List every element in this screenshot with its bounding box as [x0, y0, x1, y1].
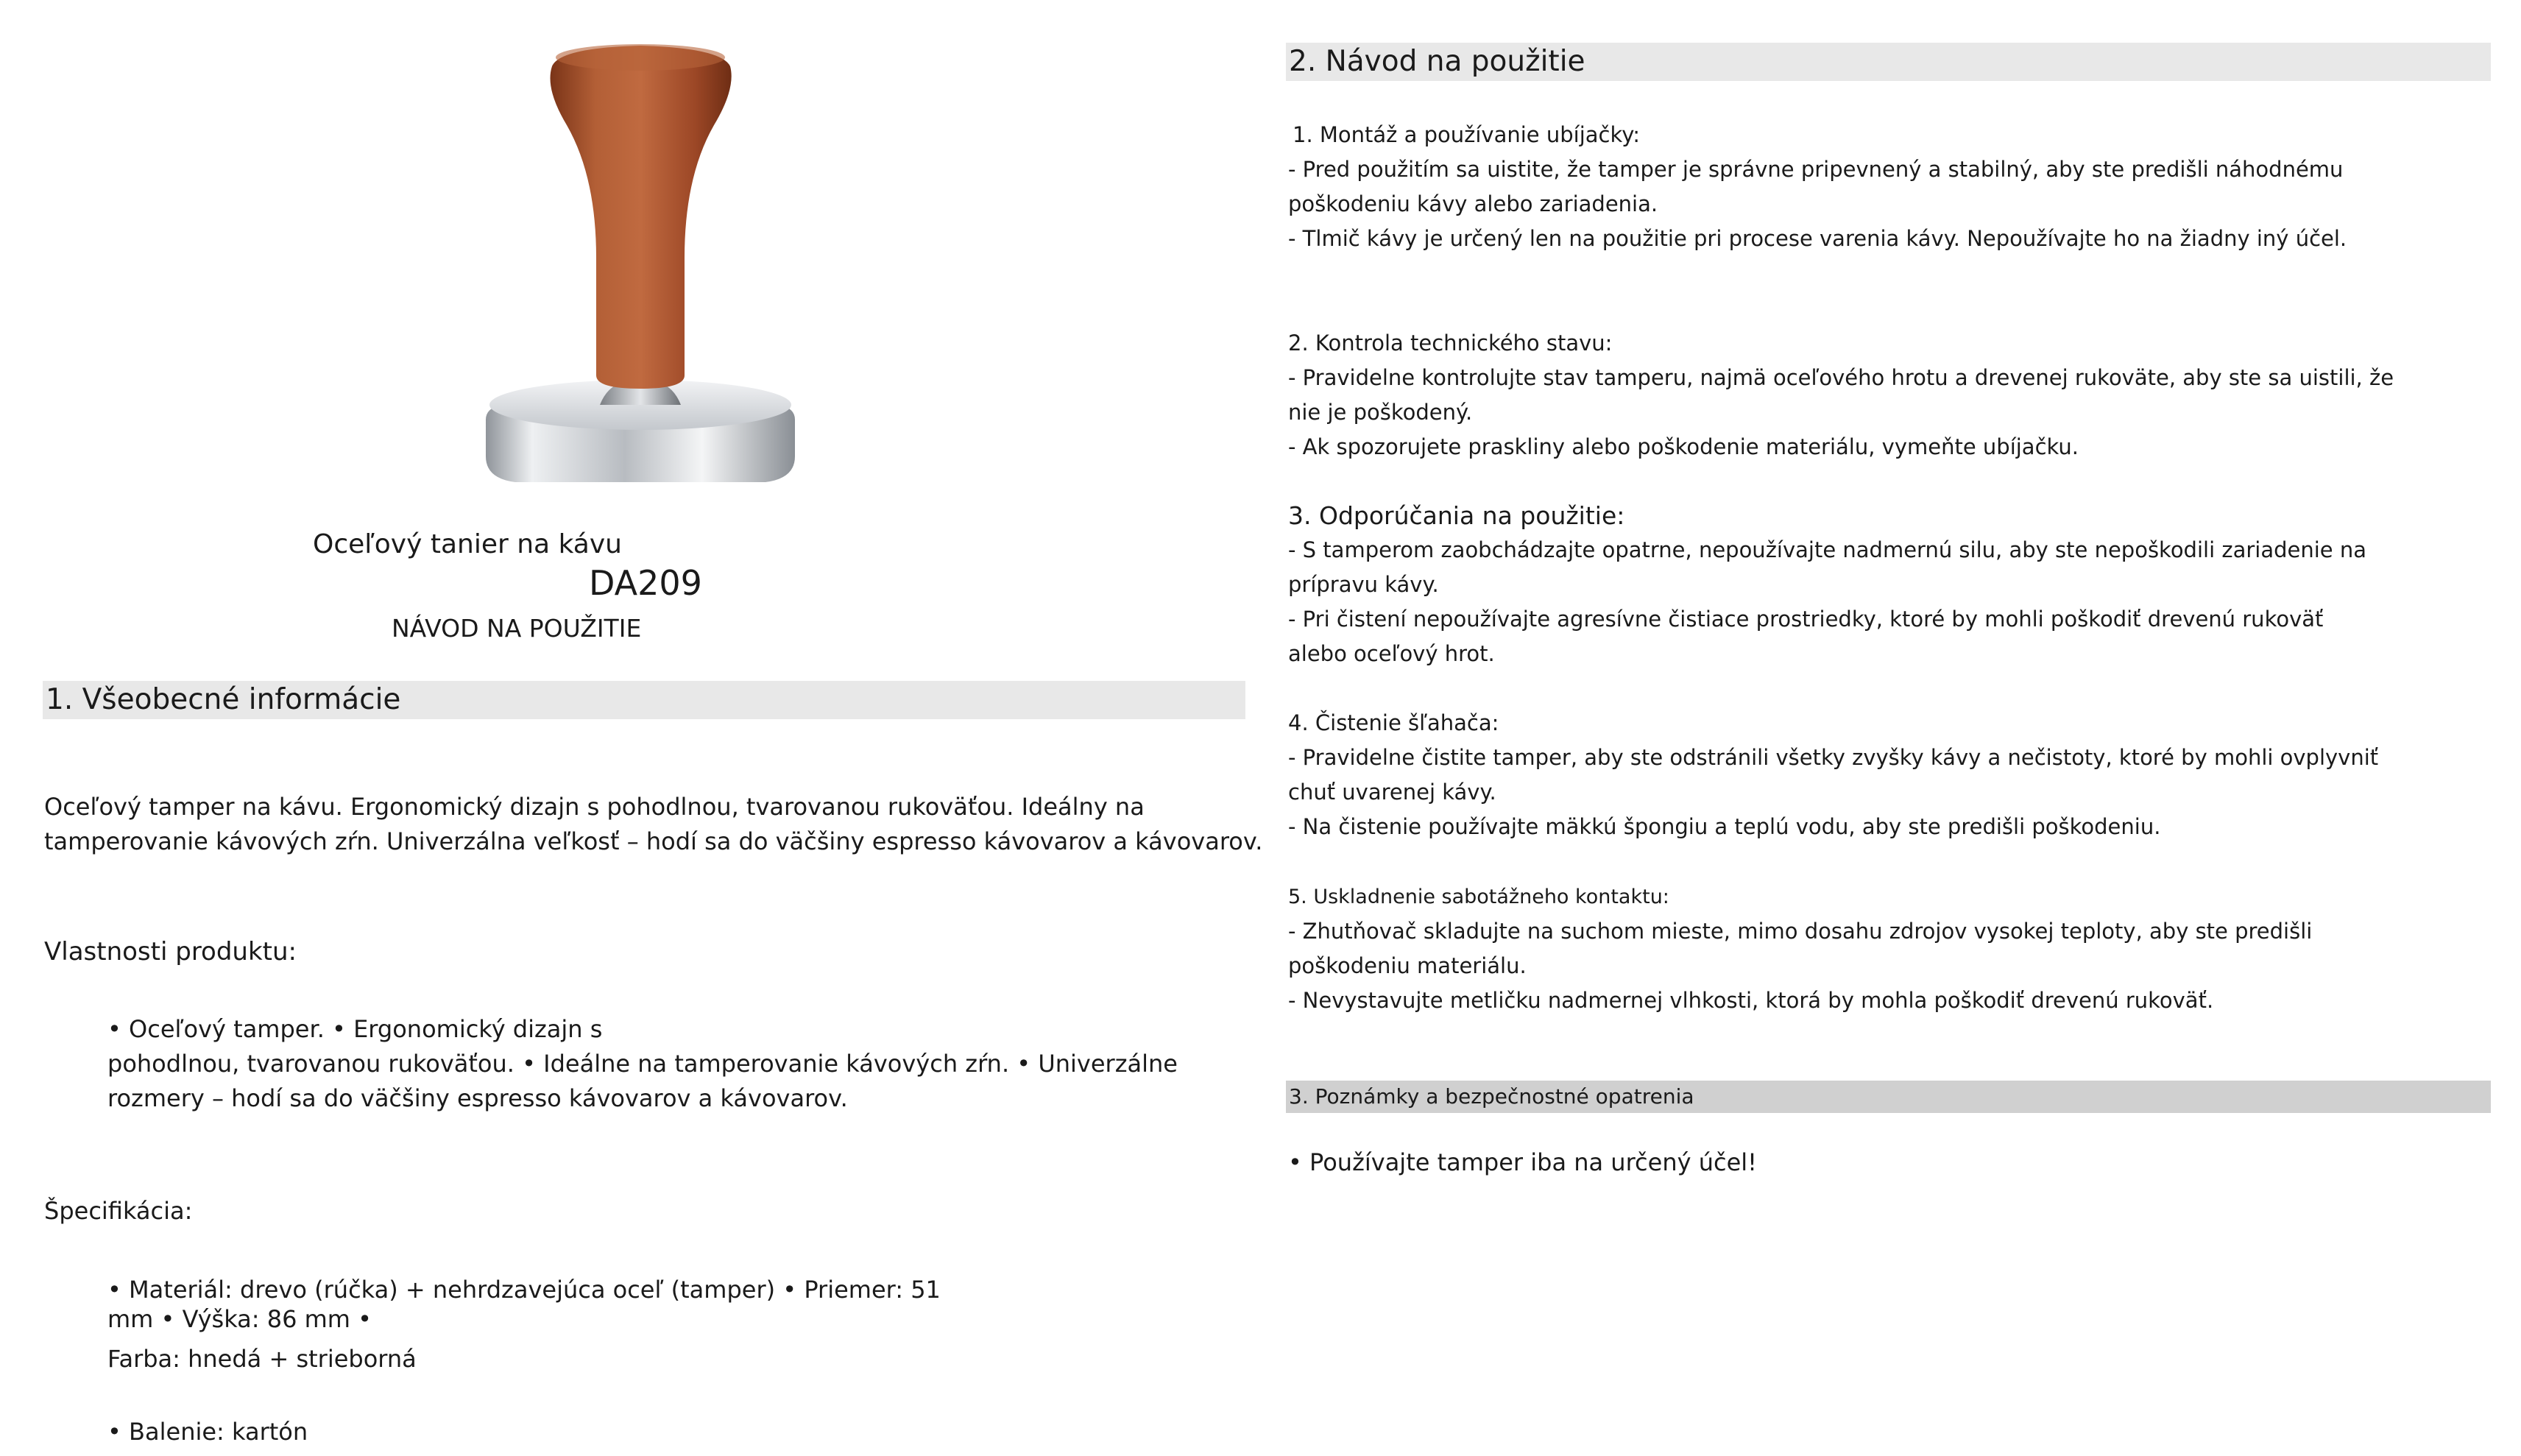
- safety-note: • Používajte tamper iba na určený účel!: [1288, 1148, 1757, 1176]
- usage-line: - Tlmič kávy je určený len na použitie pri procese varenia kávy. Nepoužívajte ho na žiadny iný účel.: [1288, 226, 2347, 251]
- usage-line: - S tamperom zaobchádzajte opatrne, nepoužívajte nadmernú silu, aby ste nepoškodili zariadenie na: [1288, 537, 2366, 562]
- usage-block-title: 2. Kontrola technického stavu:: [1288, 331, 1613, 356]
- spec-list: [107, 1275, 941, 1374]
- usage-block-title: 1. Montáž a používanie ubíjačky:: [1293, 122, 1641, 147]
- section1-heading: 1. Všeobecné informácie: [43, 681, 1245, 719]
- spec-label: Špecifikácia:: [44, 1197, 193, 1225]
- usage-block-2: [1288, 326, 2394, 464]
- usage-block-4: [1288, 706, 2378, 844]
- intro-line: Oceľový tamper na kávu. Ergonomický dizajn s pohodlnou, tvarovanou rukoväťou. Ideálny na: [44, 793, 1145, 821]
- section1-intro: [44, 790, 1262, 859]
- section3-heading: 3. Poznámky a bezpečnostné opatrenia: [1286, 1081, 2491, 1113]
- spec-line: Farba: hnedá + strieborná: [107, 1345, 417, 1373]
- usage-line: nie je poškodený.: [1288, 400, 1473, 425]
- features-label: Vlastnosti produktu:: [44, 937, 297, 966]
- usage-block-3: [1288, 498, 2366, 671]
- usage-line: - Pred použitím sa uistite, že tamper je správne pripevnený a stabilný, aby ste predišli náhodnému: [1288, 157, 2344, 182]
- product-subtitle: NÁVOD NA POUŽITIE: [392, 614, 642, 643]
- section2-heading: 2. Návod na použitie: [1286, 43, 2491, 81]
- usage-line: - Pravidelne čistite tamper, aby ste odstránili všetky zvyšky kávy a nečistoty, ktoré by mohli ovplyvniť: [1288, 745, 2379, 770]
- usage-line: alebo oceľový hrot.: [1288, 641, 1495, 666]
- intro-line: tamperovanie kávových zŕn. Univerzálna veľkosť – hodí sa do väčšiny espresso kávovarov a kávovarov.: [44, 827, 1263, 855]
- product-code: DA209: [589, 563, 702, 603]
- product-title: Oceľový tanier na kávu: [313, 529, 622, 559]
- usage-line: poškodeniu kávy alebo zariadenia.: [1288, 191, 1658, 216]
- spec-line: mm • Výška: 86 mm •: [107, 1305, 372, 1333]
- feature-line: rozmery – hodí sa do väčšiny espresso kávovarov a kávovarov.: [107, 1084, 848, 1112]
- usage-line: - Pri čistení nepoužívajte agresívne čistiace prostriedky, ktoré by mohli poškodiť drevenú rukoväť: [1288, 607, 2324, 632]
- product-image: [471, 37, 810, 523]
- usage-line: - Pravidelne kontrolujte stav tamperu, najmä oceľového hrotu a drevenej rukoväte, aby ste sa uistili, že: [1288, 365, 2394, 390]
- usage-block-1: [1288, 118, 2347, 256]
- usage-line: chuť uvarenej kávy.: [1288, 780, 1496, 805]
- packaging: • Balenie: kartón: [107, 1418, 308, 1446]
- usage-block-title: 4. Čistenie šľahača:: [1288, 710, 1499, 735]
- feature-line: pohodlnou, tvarovanou rukoväťou. • Ideálne na tamperovanie kávových zŕn. • Univerzálne: [107, 1050, 1178, 1078]
- coffee-tamper-icon: [471, 37, 810, 523]
- feature-line: • Oceľový tamper. • Ergonomický dizajn s: [107, 1015, 603, 1043]
- usage-line: - Na čistenie používajte mäkkú špongiu a teplú vodu, aby ste predišli poškodeniu.: [1288, 814, 2161, 839]
- usage-block-title: 3. Odporúčania na použitie:: [1288, 501, 1625, 530]
- usage-line: poškodeniu materiálu.: [1288, 953, 1527, 978]
- usage-line: prípravu kávy.: [1288, 572, 1439, 597]
- usage-line: - Zhutňovač skladujte na suchom mieste, mimo dosahu zdrojov vysokej teploty, aby ste predišli: [1288, 919, 2313, 944]
- usage-line: - Nevystavujte metličku nadmernej vlhkosti, ktorá by mohla poškodiť drevenú rukoväť.: [1288, 988, 2214, 1013]
- spec-line: • Materiál: drevo (rúčka) + nehrdzavejúca oceľ (tamper) • Priemer: 51: [107, 1276, 941, 1304]
- usage-line: - Ak spozorujete praskliny alebo poškodenie materiálu, vymeňte ubíjačku.: [1288, 434, 2079, 459]
- usage-block-title: 5. Uskladnenie sabotážneho kontaktu:: [1288, 886, 1669, 908]
- features-list: [107, 1012, 1178, 1116]
- usage-block-5: [1288, 880, 2312, 1018]
